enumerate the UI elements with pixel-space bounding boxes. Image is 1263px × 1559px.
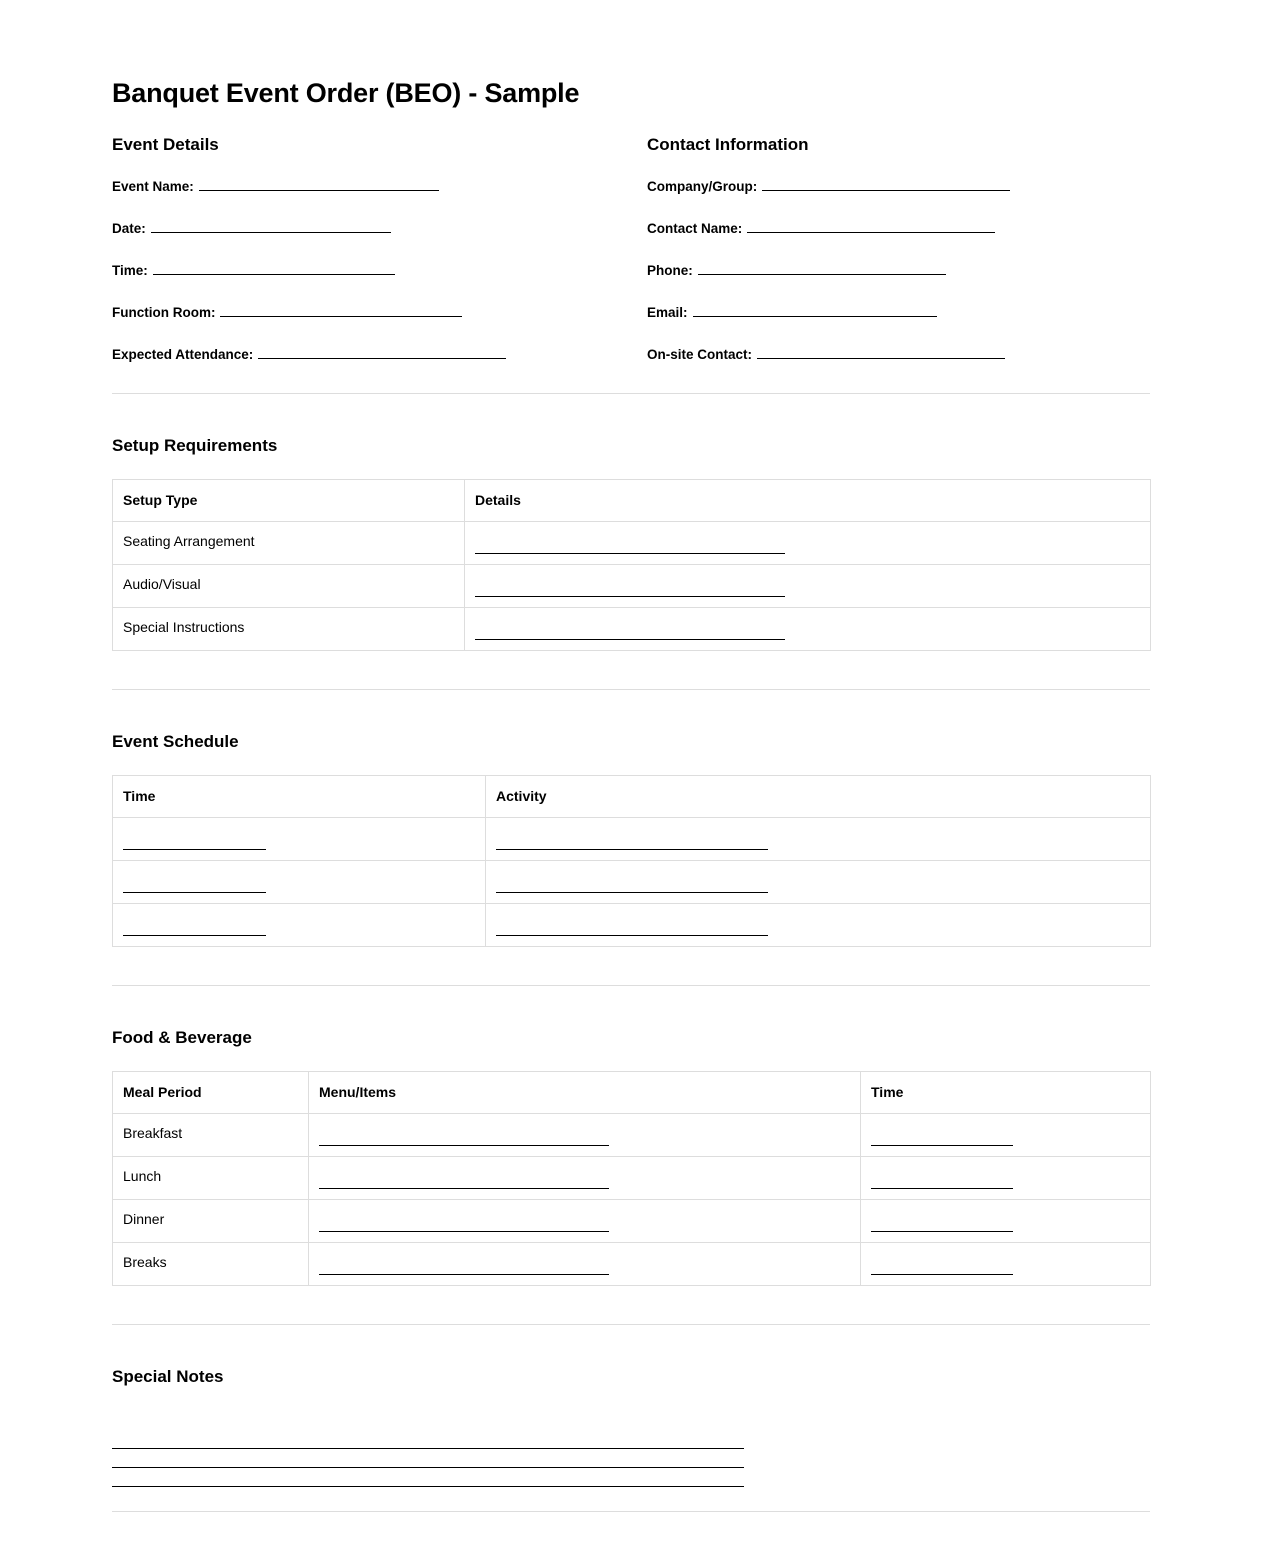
column-header-time: Time [113, 775, 486, 818]
setup-requirements-section [112, 436, 1150, 651]
page-title: Banquet Event Order (BEO) - Sample [112, 78, 580, 108]
event-schedule-table [112, 775, 1151, 948]
lunch-time-input[interactable] [871, 1174, 1013, 1189]
table-row [113, 1114, 1151, 1157]
event-details-section [112, 135, 647, 363]
cell-time [861, 1200, 1151, 1243]
cell-activity [486, 818, 1151, 861]
special-notes-section [112, 1367, 1150, 1486]
field-email [647, 303, 1147, 321]
field-label: Contact Name: [647, 221, 743, 237]
food-beverage-table [112, 1071, 1151, 1287]
cell-meal-period: Dinner [113, 1200, 309, 1243]
table-row [113, 904, 1151, 947]
field-label: Company/Group: [647, 179, 758, 195]
contact-information-section [647, 135, 1147, 363]
field-label: Email: [647, 305, 688, 321]
cell-setup-type: Audio/Visual [113, 565, 465, 608]
event-schedule-heading: Event Schedule [112, 732, 239, 752]
cell-setup-type: Special Instructions [113, 608, 465, 651]
special-notes-input-line[interactable] [112, 1430, 744, 1449]
table-header-row [113, 1071, 1151, 1114]
table-row [113, 608, 1151, 651]
table-row [113, 565, 1151, 608]
cell-menu-items [309, 1243, 861, 1286]
column-header-time: Time [861, 1071, 1151, 1114]
field-function-room [112, 303, 647, 321]
breakfast-time-input[interactable] [871, 1131, 1013, 1146]
setup-requirements-heading: Setup Requirements [112, 436, 278, 456]
field-label: On-site Contact: [647, 347, 753, 363]
cell-time [113, 818, 486, 861]
cell-meal-period: Lunch [113, 1157, 309, 1200]
table-header-row [113, 479, 1151, 522]
column-header-details: Details [465, 479, 1151, 522]
table-header-row [113, 775, 1151, 818]
table-row [113, 522, 1151, 565]
cell-details [465, 522, 1151, 565]
table-row [113, 1157, 1151, 1200]
field-expected-attendance [112, 345, 647, 363]
table-row [113, 1200, 1151, 1243]
cell-menu-items [309, 1157, 861, 1200]
time-input[interactable] [153, 261, 395, 275]
cell-time [113, 861, 486, 904]
column-header-setup-type: Setup Type [113, 479, 465, 522]
schedule-time-input[interactable] [123, 835, 266, 850]
cell-setup-type: Seating Arrangement [113, 522, 465, 565]
cell-details [465, 565, 1151, 608]
schedule-activity-input[interactable] [496, 878, 768, 893]
column-header-menu-items: Menu/Items [309, 1071, 861, 1114]
food-beverage-section [112, 1028, 1150, 1286]
table-row [113, 818, 1151, 861]
food-beverage-heading: Food & Beverage [112, 1028, 252, 1048]
column-header-meal-period: Meal Period [113, 1071, 309, 1114]
field-date [112, 219, 647, 237]
field-label: Date: [112, 221, 146, 237]
special-notes-lines [112, 1430, 1150, 1487]
field-phone [647, 261, 1147, 279]
setup-requirements-table [112, 479, 1151, 652]
cell-time [861, 1157, 1151, 1200]
cell-meal-period: Breakfast [113, 1114, 309, 1157]
dinner-menu-input[interactable] [319, 1217, 609, 1232]
contact-information-heading: Contact Information [647, 135, 809, 155]
schedule-activity-input[interactable] [496, 835, 768, 850]
cell-details [465, 608, 1151, 651]
event-name-input[interactable] [199, 177, 439, 191]
cell-time [861, 1243, 1151, 1286]
event-schedule-section [112, 732, 1150, 947]
cell-time [861, 1114, 1151, 1157]
cell-activity [486, 861, 1151, 904]
lunch-menu-input[interactable] [319, 1174, 609, 1189]
contact-information-fields [647, 177, 1147, 363]
field-company-group [647, 177, 1147, 195]
cell-meal-period: Breaks [113, 1243, 309, 1286]
table-row [113, 1243, 1151, 1286]
special-notes-input-line[interactable] [112, 1468, 744, 1487]
field-label: Event Name: [112, 179, 194, 195]
audio-visual-input[interactable] [475, 582, 785, 597]
cell-menu-items [309, 1200, 861, 1243]
cell-time [113, 904, 486, 947]
onsite-contact-input[interactable] [757, 345, 1005, 359]
field-label: Time: [112, 263, 148, 279]
field-label: Function Room: [112, 305, 216, 321]
cell-activity [486, 904, 1151, 947]
column-header-activity: Activity [486, 775, 1151, 818]
breakfast-menu-input[interactable] [319, 1131, 609, 1146]
event-details-heading: Event Details [112, 135, 219, 155]
table-row [113, 861, 1151, 904]
phone-input[interactable] [698, 261, 946, 275]
seating-arrangement-input[interactable] [475, 539, 785, 554]
contact-name-input[interactable] [747, 219, 995, 233]
header-columns [112, 135, 1150, 363]
schedule-activity-input[interactable] [496, 921, 768, 936]
date-input[interactable] [151, 219, 391, 233]
field-time [112, 261, 647, 279]
breaks-menu-input[interactable] [319, 1260, 609, 1275]
email-input[interactable] [693, 303, 937, 317]
field-label: Phone: [647, 263, 693, 279]
company-group-input[interactable] [762, 177, 1010, 191]
dinner-time-input[interactable] [871, 1217, 1013, 1232]
schedule-time-input[interactable] [123, 921, 266, 936]
section-divider [112, 1511, 1150, 1512]
special-instructions-input[interactable] [475, 625, 785, 640]
field-event-name [112, 177, 647, 195]
cell-menu-items [309, 1114, 861, 1157]
field-onsite-contact [647, 345, 1147, 363]
expected-attendance-input[interactable] [258, 345, 506, 359]
field-label: Expected Attendance: [112, 347, 254, 363]
field-contact-name [647, 219, 1147, 237]
special-notes-input-line[interactable] [112, 1449, 744, 1468]
event-details-fields [112, 177, 647, 363]
special-notes-heading: Special Notes [112, 1367, 224, 1387]
schedule-time-input[interactable] [123, 878, 266, 893]
function-room-input[interactable] [220, 303, 462, 317]
breaks-time-input[interactable] [871, 1260, 1013, 1275]
